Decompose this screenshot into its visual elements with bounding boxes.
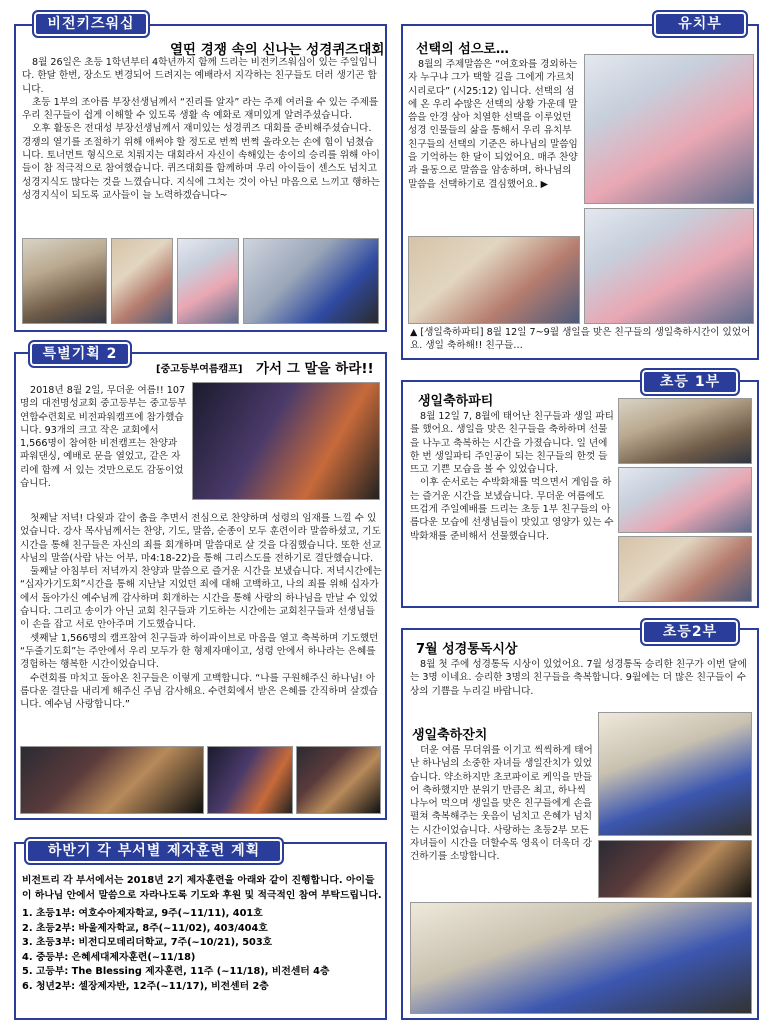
paragraph: 오후 활동은 전대성 부장선생님께서 재미있는 성경퀴즈 대회를 준비해주셨습니다. 경쟁의 열기를 조절하기 위해 애써야 할 정도로 번쩍 번쩍 올라오는 손에 힘이 넘쳤습니다. 토너먼트 형식으로 치뤄지는 대회라서 자신이 속해있는 송이의 승리를 위해 아이들이 참 적극적으로 참여했습니다. 퀴즈대회를 함께하며 우리 아이들이 센스도 넘치고 성경지식도 많다는 것을 느꼈습니다. 지식에 그치는 것이 아닌 마음으로 느끼고 행하는 성경지식이 되도록 교사들이 늘 노력하겠습니다~ xyxy=(22,123,380,201)
photo-kids-worship-2 xyxy=(111,238,173,324)
section-tag-elementary-2: 초등2부 xyxy=(640,618,740,646)
article-intro-camp xyxy=(20,384,188,512)
photo-bible-reading-winners xyxy=(598,712,752,836)
photo-camp-group xyxy=(192,382,380,500)
paragraph: 8월의 주제말씀은 “여호와를 경외하는 자 누구냐 그가 택할 길을 그에게 가르치시리로다” (시25:12) 입니다. 선택의 섬에 온 우리 수많은 선택의 상황 가운데 말씀을 안경 삼아 치열한 선택을 이루었던 성경 인물들의 삶을 통해서 우리 유치부 친구들의 선택의 기준은 하나님의 말씀임을 기억하는 한 달이 되었어요. 매주 찬양과 율동으로 말씀을 암송하며, 하나님의 말씀을 선택하기로 결심했어요. ▶ xyxy=(408,59,578,190)
photo-kindergarten-birthday-1 xyxy=(408,236,580,324)
paragraph: 첫째날 저녁! 다윗과 같이 춤을 추면서 전심으로 찬양하며 성령의 임재를 느낄 수 있었습니다. 강사 목사님께서는 찬양, 기도, 말씀, 순종이 모두 훈련이라 말씀하셨고, 기도시간을 통해 친구들은 자신의 죄를 회개하며 말씀대로 살 것을 다짐했습니다. 또한 선교사님의 말씀(사람 낚는 어부, 마4:18-22)을 통해 그리스도를 전하기로 결단했습니다. xyxy=(20,513,381,564)
photo-kindergarten-dance xyxy=(584,54,754,204)
photo-camp-worship xyxy=(296,746,381,814)
plan-item: 2. 초등2부: 바울제자학교, 8주(~11/02), 403/404호 xyxy=(22,922,268,934)
caption-text: ▲ [생일축하파티] 8월 12일 7~9월 생일을 맞은 친구들의 생일축하시간이 있었어요. 생일 축하해!! 친구들… xyxy=(410,327,751,352)
photo-elementary-1-party-2 xyxy=(618,467,752,533)
article-title-bible-reading: 7월 성경통독시상 xyxy=(416,642,518,657)
article-title-kindergarten: 선택의 섬으로… xyxy=(416,42,509,57)
article-body-birthday-party xyxy=(410,410,614,604)
photo-elementary-1-party-1 xyxy=(618,398,752,464)
photo-kindergarten-birthday-2 xyxy=(584,208,754,324)
photo-kids-worship-4 xyxy=(243,238,379,324)
plan-item: 4. 중등부: 은혜세대제자훈련(~11/18) xyxy=(22,951,196,963)
photo-birthday-cake xyxy=(598,840,752,898)
photo-elementary-1-party-3 xyxy=(618,536,752,602)
plan-item: 3. 초등3부: 비전디모데리더학교, 7주(~10/21), 503호 xyxy=(22,937,273,948)
plan-item: 1. 초등1부: 여호수아제자학교, 9주(~11/11), 401호 xyxy=(22,908,263,919)
section-tag-vision-kids: 비전키즈워십 xyxy=(32,10,150,38)
paragraph: 더운 여름 무더위를 이기고 씩씩하게 태어난 하나님의 소중한 자녀들 생일잔치가 있었습니다. 약소하지만 초코파이로 케익을 만들어 축하했지만 분위기 만큼은 최고, 하나씩 나누어 먹으며 생일을 맞은 친구들에게 손을 펼쳐 축복해주는 웃음이 넘치고 은혜가 넘치는 시간이었습니다. 사랑하는 초등2부 모든 자녀들이 시간을 더할수록 영육이 더욱더 강건하기를 소망합니다. xyxy=(410,745,593,863)
paragraph: 이후 순서로는 수박화채를 먹으면서 게임을 하는 즐거운 시간을 보냈습니다. 무더운 여름에도 뜨겁게 주일예배를 드리는 초등 1부 친구들의 아름다운 모습에 선생님들이 맛있고 영양가 있는 수박화채를 준비해서 선물했습니다. xyxy=(410,477,614,542)
paragraph: 8월 첫 주에 성경통독 시상이 있었어요. 7월 성경통독 승리한 친구가 이번 달에는 3명 이네요. 승리한 3명의 친구들을 축복합니다. 9월에는 더 많은 친구들이 수상의 기쁨을 누리길 바랍니다. xyxy=(410,659,747,697)
paragraph: 초등 1부의 조아름 부장선생님께서 “진리를 알자” 라는 주제 여러율 수 있는 주제를 우리 친구들이 쉽게 이해할 수 있도록 생활 속 예화로 재미있게 알려주셨습니다. xyxy=(22,96,379,122)
plan-item: 6. 청년2부: 셀장제자반, 12주(~11/17), 비전센터 2층 xyxy=(22,980,269,992)
article-body-bible-quiz xyxy=(22,56,382,236)
paragraph: 둘째날 아침부터 저녁까지 찬양과 말씀으로 즐거운 시간을 보냈습니다. 저녁시간에는 “십자가기도회”시간을 통해 지난날 지었던 죄에 대해 고백하고, 나의 죄를 위해 십자가에서 돌아가신 예수님께 감사하며 회개하는 시간을 통해 사랑의 하나님을 만날 수 있었습니다. 그리고 송이가 아닌 교회 친구들과 기도하는 시간에는 교회친구들과 선생님들이 손을 잡고 서로 안아주며 기도했습니다. xyxy=(20,566,382,631)
article-title-bible-quiz: 열띤 경쟁 속의 신나는 성경퀴즈대회 xyxy=(170,42,385,58)
paragraph: 8월 26일은 초등 1학년부터 4학년까지 함께 드리는 비전키즈워십이 있는 주일입니다. 한달 한번, 장소도 변경되어 드려지는 예배라서 지각하는 친구들도 더러 생기곤 합니다. xyxy=(22,57,378,95)
paragraph: 셋째날 1,566명의 캠프참여 친구들과 하이파이브로 마음을 열고 축복하며 기도했던 “두줄기도회”는 주안에서 우리 모두가 한 형제자매이고, 성령 안에서 하나라는 은혜를 경험하는 행복한 시간이었습니다. xyxy=(20,632,379,671)
plan-body xyxy=(22,874,382,994)
plan-intro: 비전트리 각 부서에서는 2018년 2기 제자훈련을 아래와 같이 진행합니다. 아이들이 하나님 안에서 말씀으로 자라나도록 기도와 후원 및 적극적인 참여 부탁드립니다. xyxy=(22,875,382,901)
article-title-birthday-party: 생일축하파티 xyxy=(418,394,494,409)
plan-list xyxy=(22,907,382,994)
photo-camp-stage xyxy=(20,746,204,814)
article-title-camp: 가서 그 말을 하라!! xyxy=(256,361,374,377)
article-title-prefix: [중고등부여름캠프] xyxy=(156,364,243,375)
photo-kids-worship-3 xyxy=(177,238,239,324)
paragraph: 2018년 8월 2일, 무더운 여름!! 107명의 대전명성교회 중고등부는 중고등부 연합수련회로 비전파워캠프에 참가했습니다. 93개의 크고 작은 교회에서 1,566명이 참여한 비전캠프는 찬양과 파워댄싱, 예배로 문을 열었고, 같은 자리에 함께 서 있는 것만으로도 감동이었습니다. xyxy=(20,385,187,490)
photo-camp-selfie xyxy=(207,746,293,814)
photo-elementary-2-group xyxy=(410,902,752,1014)
section-tag-special-feature: 특별기획 2 xyxy=(28,340,132,368)
photo-caption-birthday xyxy=(410,326,754,356)
section-tag-elementary-1: 초등 1부 xyxy=(640,368,740,396)
article-body-birthday-feast xyxy=(410,744,594,898)
article-body-bible-reading xyxy=(410,658,754,712)
section-tag-kindergarten: 유치부 xyxy=(652,10,748,38)
article-body-camp xyxy=(20,512,382,742)
photo-kids-worship-1 xyxy=(22,238,107,324)
section-tag-discipleship-plan: 하반기 각 부서별 제자훈련 계획 xyxy=(24,837,284,865)
article-title-birthday-feast: 생일축하잔치 xyxy=(412,728,488,743)
paragraph: 수련회를 마치고 돌아온 친구들은 이렇게 고백합니다. “나를 구원해주신 하나님! 아름다운 결단을 내리게 해주신 주님 감사해요. 수련회에서 받은 은혜를 간직하며 살겠습니다. 예수님 사랑합니다.” xyxy=(20,672,378,711)
plan-item: 5. 고등부: The Blessing 제자훈련, 11주 (~11/18), 비전센터 4층 xyxy=(22,966,330,977)
paragraph: 8월 12일 7, 8월에 태어난 친구들과 생일 파티를 했어요. 생일을 맞은 친구들을 축하하며 선물을 나누고 축복하는 시간을 가졌습니다. 일 년에 한 번 생일파티 주인공이 되는 친구들의 한껏 들뜨고 기쁜 모습을 볼 수 있었습니다. xyxy=(410,411,614,476)
